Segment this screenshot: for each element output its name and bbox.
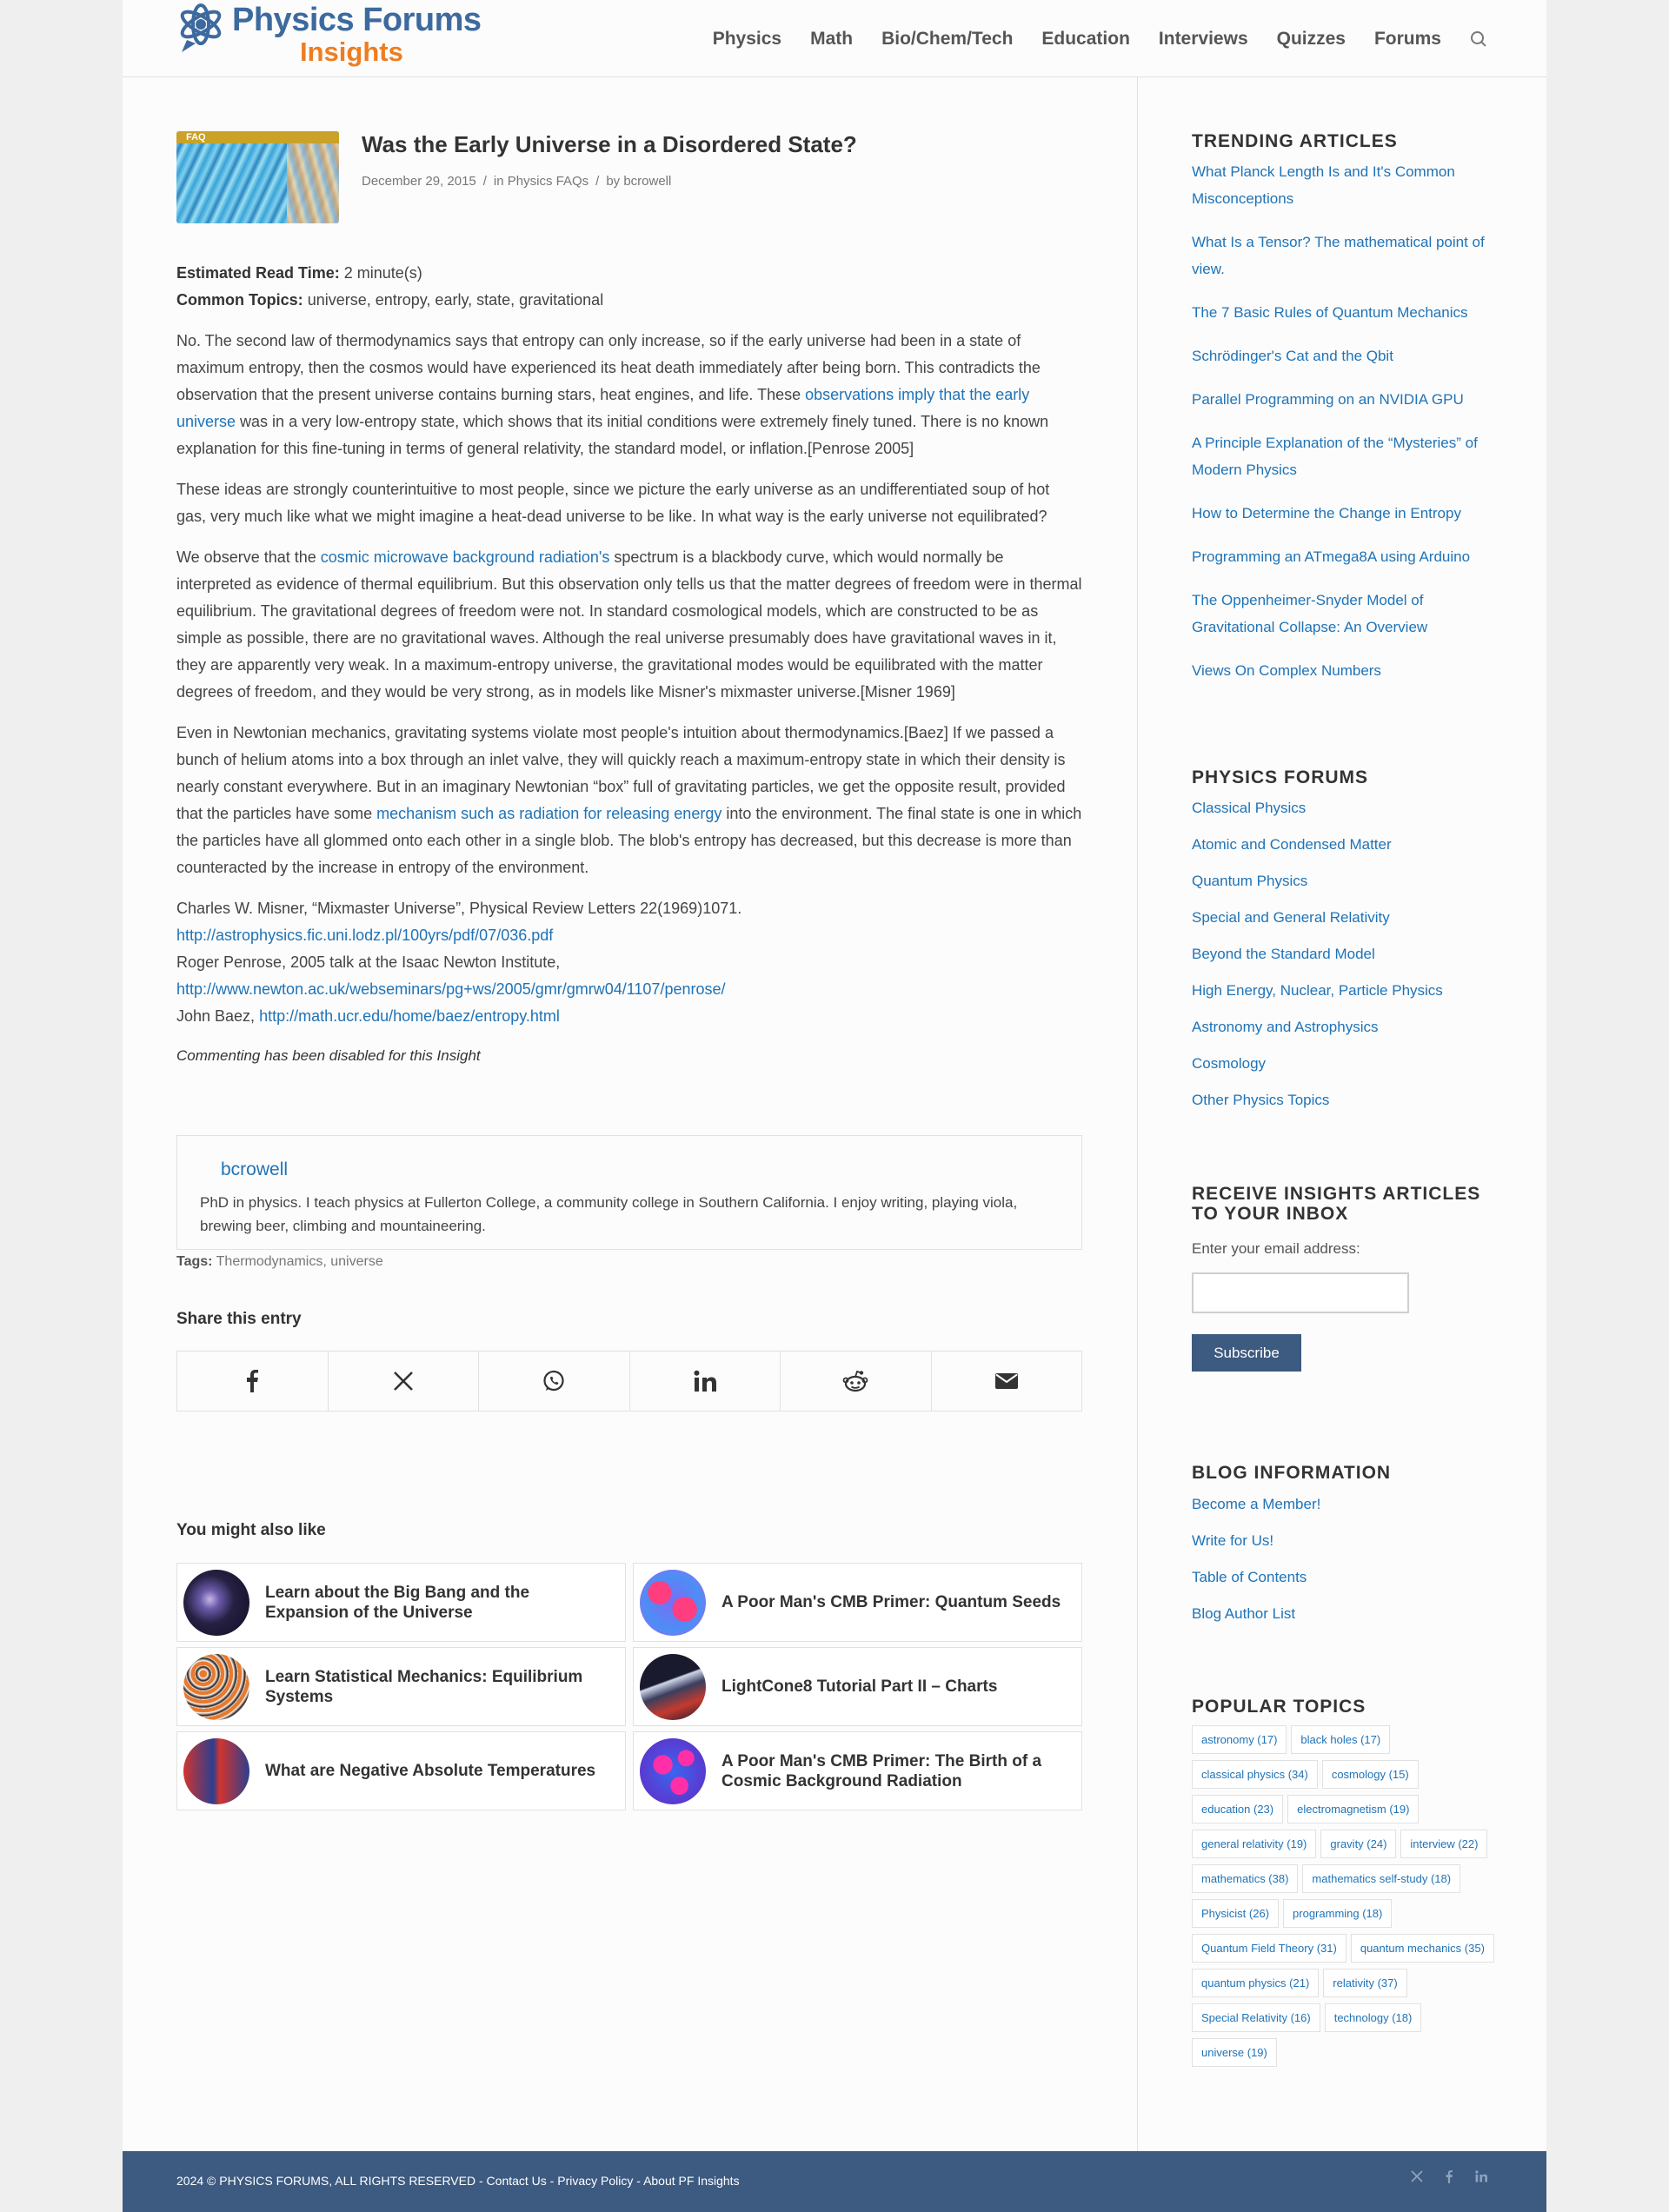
reference-baez: John Baez, http://math.ucr.edu/home/baez/entropy.html xyxy=(176,1007,560,1025)
topic-tag[interactable]: Physicist (26) xyxy=(1192,1899,1279,1928)
trending-link[interactable]: The Oppenheimer-Snyder Model of Gravitational Collapse: An Overview xyxy=(1192,592,1428,635)
share-linkedin-button[interactable] xyxy=(630,1352,781,1411)
blog-info-link[interactable]: Blog Author List xyxy=(1192,1605,1296,1622)
atom-logo-icon xyxy=(176,2,230,54)
trending-widget xyxy=(1192,131,1505,684)
search-icon[interactable] xyxy=(1470,30,1487,48)
blog-info-heading: BLOG INFORMATION xyxy=(1192,1463,1392,1483)
related-card[interactable] xyxy=(176,1731,626,1810)
article-date: December 29, 2015 xyxy=(362,174,476,189)
share-heading: Share this entry xyxy=(176,1310,302,1328)
forum-link[interactable]: Special and General Relativity xyxy=(1192,909,1390,926)
forum-link[interactable]: Beyond the Standard Model xyxy=(1192,946,1375,962)
popular-topics-heading: POPULAR TOPICS xyxy=(1192,1697,1366,1717)
article-thumbnail xyxy=(176,131,339,223)
forum-link[interactable]: Other Physics Topics xyxy=(1192,1092,1330,1108)
share-buttons xyxy=(176,1351,1082,1412)
related-card[interactable] xyxy=(633,1647,1082,1726)
trending-link[interactable]: Parallel Programming on an NVIDIA GPU xyxy=(1192,391,1464,408)
forum-link[interactable]: High Energy, Nuclear, Particle Physics xyxy=(1192,982,1443,999)
topic-tag[interactable]: quantum mechanics (35) xyxy=(1351,1934,1494,1963)
tag-link[interactable]: universe xyxy=(330,1254,383,1269)
whatsapp-icon xyxy=(542,1370,565,1392)
topic-tag[interactable]: gravity (24) xyxy=(1320,1830,1396,1858)
trending-link[interactable]: The 7 Basic Rules of Quantum Mechanics xyxy=(1192,304,1468,321)
topic-tag[interactable]: relativity (37) xyxy=(1323,1969,1406,1997)
forum-link[interactable]: Cosmology xyxy=(1192,1055,1267,1072)
trending-link[interactable]: A Principle Explanation of the “Mysteries” of Modern Physics xyxy=(1192,435,1478,478)
cmb2-thumb xyxy=(640,1738,706,1804)
tags-label: Tags: xyxy=(176,1254,213,1269)
related-card[interactable] xyxy=(633,1731,1082,1810)
related-title: What are Negative Absolute Temperatures xyxy=(265,1762,596,1780)
topic-tag[interactable]: electromagnetism (19) xyxy=(1287,1795,1419,1823)
topic-tag[interactable]: programming (18) xyxy=(1283,1899,1392,1928)
topic-tag[interactable]: quantum physics (21) xyxy=(1192,1969,1319,1997)
footer-link-privacy[interactable]: Privacy Policy xyxy=(557,2174,634,2188)
author-bio: PhD in physics. I teach physics at Fullerton College, a community college in Southern California. I enjoy writing, playing viola, brewing beer, climbing and mountaineering. xyxy=(200,1194,1018,1234)
topic-tag[interactable]: mathematics (38) xyxy=(1192,1864,1298,1893)
reference-link-misner[interactable]: http://astrophysics.fic.uni.lodz.pl/100yrs/pdf/07/036.pdf xyxy=(176,927,554,944)
trending-link[interactable]: What Is a Tensor? The mathematical point of view. xyxy=(1192,234,1485,277)
site-logo[interactable] xyxy=(176,0,489,73)
share-mail-button[interactable] xyxy=(932,1352,1082,1411)
particles-thumb xyxy=(183,1654,249,1720)
chart-thumb xyxy=(640,1654,706,1720)
paragraph-3: We observe that the cosmic microwave background radiation's spectrum is a blackbody curve, which would normally be interpreted as evidence of thermal equilibrium. But this observation only tells us that the matter degrees of freedom were in thermal equilibrium. The gravitational degrees of freedom were not. In standard cosmological models, which are constructed to be as simple as possible, there are no gravitational waves. Although the real universe presumably does have gravitational waves in it, they are apparently very weak. In a maximum-entropy universe, the gravitational modes would be equilibrated with the matter degrees of freedom, and they would be very strong, as in models like Misner's mixmaster universe.[Misner 1969] xyxy=(176,548,1082,701)
site-footer xyxy=(123,2151,1546,2212)
temperature-thumb xyxy=(183,1738,249,1804)
category-prefix: in xyxy=(493,174,504,189)
common-topics: Common Topics: universe, entropy, early, state, gravitational xyxy=(176,291,604,309)
related-card[interactable] xyxy=(176,1563,626,1642)
galaxy-thumb xyxy=(183,1570,249,1636)
nav-interviews[interactable]: Interviews xyxy=(1158,28,1248,49)
topic-tag[interactable]: general relativity (19) xyxy=(1192,1830,1316,1858)
related-title: Learn Statistical Mechanics: Equilibrium Systems xyxy=(265,1667,583,1706)
column-divider xyxy=(1137,77,1138,2151)
author-link[interactable]: bcrowell xyxy=(623,174,672,189)
article-body xyxy=(176,260,1082,1069)
nav-math[interactable]: Math xyxy=(810,28,854,49)
topic-tag[interactable]: mathematics self-study (18) xyxy=(1302,1864,1460,1893)
faq-badge: FAQ xyxy=(186,132,206,143)
category-link[interactable]: Physics FAQs xyxy=(507,174,589,189)
topic-tag[interactable]: Quantum Field Theory (31) xyxy=(1192,1934,1347,1963)
trending-link[interactable]: How to Determine the Change in Entropy xyxy=(1192,505,1461,521)
article-meta: December 29, 2015 / in Physics FAQs / by bcrowell xyxy=(362,174,672,189)
site-header xyxy=(123,0,1546,77)
author-box xyxy=(176,1135,1082,1250)
blog-info-link[interactable]: Table of Contents xyxy=(1192,1569,1307,1585)
related-card[interactable] xyxy=(633,1563,1082,1642)
forums-widget xyxy=(1192,767,1505,1113)
read-time: Estimated Read Time: 2 minute(s) xyxy=(176,264,422,282)
related-title: LightCone8 Tutorial Part II – Charts xyxy=(721,1677,998,1696)
footer-copyright-line: 2024 © PHYSICS FORUMS, ALL RIGHTS RESERVED - Contact Us - Privacy Policy - About PF Insights xyxy=(176,2174,740,2188)
share-x-button[interactable] xyxy=(329,1352,480,1411)
article-title: Was the Early Universe in a Disordered State? xyxy=(362,131,857,157)
author-box-name[interactable]: bcrowell xyxy=(221,1159,289,1179)
trending-heading: TRENDING ARTICLES xyxy=(1192,131,1398,151)
nav-physics[interactable]: Physics xyxy=(712,28,782,49)
x-icon xyxy=(393,1371,414,1392)
share-reddit-button[interactable] xyxy=(781,1352,932,1411)
blog-info-widget xyxy=(1192,1463,1505,1627)
topic-tag[interactable]: Special Relativity (16) xyxy=(1192,2003,1320,2032)
footer-link-about[interactable]: About PF Insights xyxy=(643,2174,740,2188)
forum-link[interactable]: Classical Physics xyxy=(1192,800,1307,816)
popular-topics-widget xyxy=(1192,1697,1505,2067)
page xyxy=(123,0,1546,2212)
footer-social xyxy=(1411,2170,1487,2187)
related-articles xyxy=(176,1563,1082,1810)
subscribe-heading: RECEIVE INSIGHTS ARTICLES TO YOUR INBOX xyxy=(1192,1184,1481,1224)
share-facebook-button[interactable] xyxy=(177,1352,329,1411)
tag-link[interactable]: Thermodynamics xyxy=(216,1254,323,1269)
nav-education[interactable]: Education xyxy=(1041,28,1130,49)
email-input[interactable] xyxy=(1192,1272,1409,1313)
email-label: Enter your email address: xyxy=(1192,1240,1360,1257)
related-title: Learn about the Big Bang and the Expansion of the Universe xyxy=(265,1583,530,1622)
cmb-thumb xyxy=(640,1570,706,1636)
share-whatsapp-button[interactable] xyxy=(479,1352,630,1411)
topic-tag[interactable]: classical physics (34) xyxy=(1192,1760,1318,1789)
subscribe-widget xyxy=(1192,1184,1505,1372)
trending-link[interactable]: Schrödinger's Cat and the Qbit xyxy=(1192,348,1393,364)
reference-link-penrose[interactable]: http://www.newton.ac.uk/webseminars/pg+ws/2005/gmr/gmrw04/1107/penrose/ xyxy=(176,980,726,998)
reference-penrose: Roger Penrose, 2005 talk at the Isaac Newton Institute, http://www.newton.ac.uk/webseminars/pg+ws/2005/gmr/gmrw04/1107/penrose/ xyxy=(176,953,726,998)
reference-misner: Charles W. Misner, “Mixmaster Universe”, Physical Review Letters 22(1969)1071. http://astrophysics.fic.uni.lodz.pl/100yrs/pdf/07/036.pdf xyxy=(176,900,742,944)
logo-subtitle: Insights xyxy=(300,37,403,67)
inline-link-radiation[interactable]: mechanism such as radiation for releasing energy xyxy=(376,805,722,822)
topic-tag[interactable]: technology (18) xyxy=(1325,2003,1422,2032)
x-icon[interactable] xyxy=(1411,2170,1423,2187)
related-title: A Poor Man's CMB Primer: The Birth of a Cosmic Background Radiation xyxy=(721,1751,1042,1790)
footer-link-contact[interactable]: Contact Us xyxy=(486,2174,547,2188)
linkedin-icon[interactable] xyxy=(1475,2170,1487,2187)
paragraph-2: These ideas are strongly counterintuitive to most people, since we picture the early universe as an undifferentiated soup of hot gas, very much like what we might imagine a heat-dead universe to be like. In what way is the early universe not equilibrated? xyxy=(176,481,1050,525)
topic-tag[interactable]: education (23) xyxy=(1192,1795,1283,1823)
forum-link[interactable]: Atomic and Condensed Matter xyxy=(1192,836,1392,853)
tags-line: Tags: Thermodynamics, universe xyxy=(176,1254,383,1269)
topic-tag[interactable]: interview (22) xyxy=(1400,1830,1487,1858)
comments-disabled-note: Commenting has been disabled for this Insight xyxy=(176,1047,481,1064)
topic-tag[interactable]: black holes (17) xyxy=(1291,1725,1390,1754)
topic-tag[interactable]: universe (19) xyxy=(1192,2038,1277,2067)
facebook-icon[interactable] xyxy=(1446,2170,1453,2187)
trending-link[interactable]: Programming an ATmega8A using Arduino xyxy=(1192,548,1471,565)
topic-tag[interactable]: astronomy (17) xyxy=(1192,1725,1287,1754)
reddit-icon xyxy=(842,1370,868,1392)
facebook-icon xyxy=(246,1370,258,1392)
trending-link[interactable]: Views On Complex Numbers xyxy=(1192,662,1381,679)
blog-info-link[interactable]: Become a Member! xyxy=(1192,1496,1321,1512)
paragraph-1: No. The second law of thermodynamics says that entropy can only increase, so if the early universe had been in a state of maximum entropy, then the cosmos would have experienced its heat death immediately after being born. This contradicts the observation that the present universe contains burning stars, heat engines, and life. These observations imply that the early universe was in a very low-entropy state, which shows that its initial conditions were extremely finely tuned. There is no known explanation for this fine-tuning in terms of general relativity, the standard model, or inflation.[Penrose 2005] xyxy=(176,332,1049,457)
copyright-text: 2024 © PHYSICS FORUMS, ALL RIGHTS RESERVED xyxy=(176,2174,476,2188)
trending-list xyxy=(1192,158,1505,684)
blog-info-link[interactable]: Write for Us! xyxy=(1192,1532,1274,1549)
nav-quizzes[interactable]: Quizzes xyxy=(1276,28,1346,49)
paragraph-4: Even in Newtonian mechanics, gravitating systems violate most people's intuition about thermodynamics.[Baez] If we passed a bunch of helium atoms into a box through an inlet valve, they will quickly reach a maximum-entropy state in which their density is nearly constant everywhere. But in an imaginary Newtonian “box” full of gravitating particles, we get the opposite result, provided that the particles have some mechanism such as radiation for releasing energy into the environment. The final state is one in which the particles have all glommed onto each other in a single blob. The blob's entropy has decreased, but this decrease is more than counteracted by the increase in entropy of the environment. xyxy=(176,724,1082,876)
reference-link-baez[interactable]: http://math.ucr.edu/home/baez/entropy.html xyxy=(259,1007,560,1025)
linkedin-icon xyxy=(694,1370,716,1392)
mail-icon xyxy=(995,1373,1018,1389)
forum-link[interactable]: Astronomy and Astrophysics xyxy=(1192,1019,1379,1035)
subscribe-button[interactable]: Subscribe xyxy=(1192,1334,1301,1372)
forums-list xyxy=(1192,794,1505,1113)
author-prefix: by xyxy=(606,174,621,189)
topic-tag[interactable]: cosmology (15) xyxy=(1322,1760,1419,1789)
forums-heading: PHYSICS FORUMS xyxy=(1192,767,1369,787)
main-nav xyxy=(713,0,1487,77)
references xyxy=(176,895,1082,1030)
logo-title: Physics Forums xyxy=(232,2,482,38)
nav-bio-chem-tech[interactable]: Bio/Chem/Tech xyxy=(881,28,1014,49)
inline-link-cmb[interactable]: cosmic microwave background radiation's xyxy=(320,548,610,566)
nav-forums[interactable]: Forums xyxy=(1373,28,1441,49)
related-heading: You might also like xyxy=(176,1521,326,1539)
related-card[interactable] xyxy=(176,1647,626,1726)
trending-link[interactable]: What Planck Length Is and It's Common Misconceptions xyxy=(1192,163,1455,207)
tag-cloud xyxy=(1192,1725,1505,2067)
blog-info-list xyxy=(1192,1491,1505,1627)
forum-link[interactable]: Quantum Physics xyxy=(1192,873,1308,889)
related-title: A Poor Man's CMB Primer: Quantum Seeds xyxy=(721,1593,1061,1611)
inline-link-low-entropy[interactable]: observations imply that the early universe xyxy=(176,386,1030,430)
